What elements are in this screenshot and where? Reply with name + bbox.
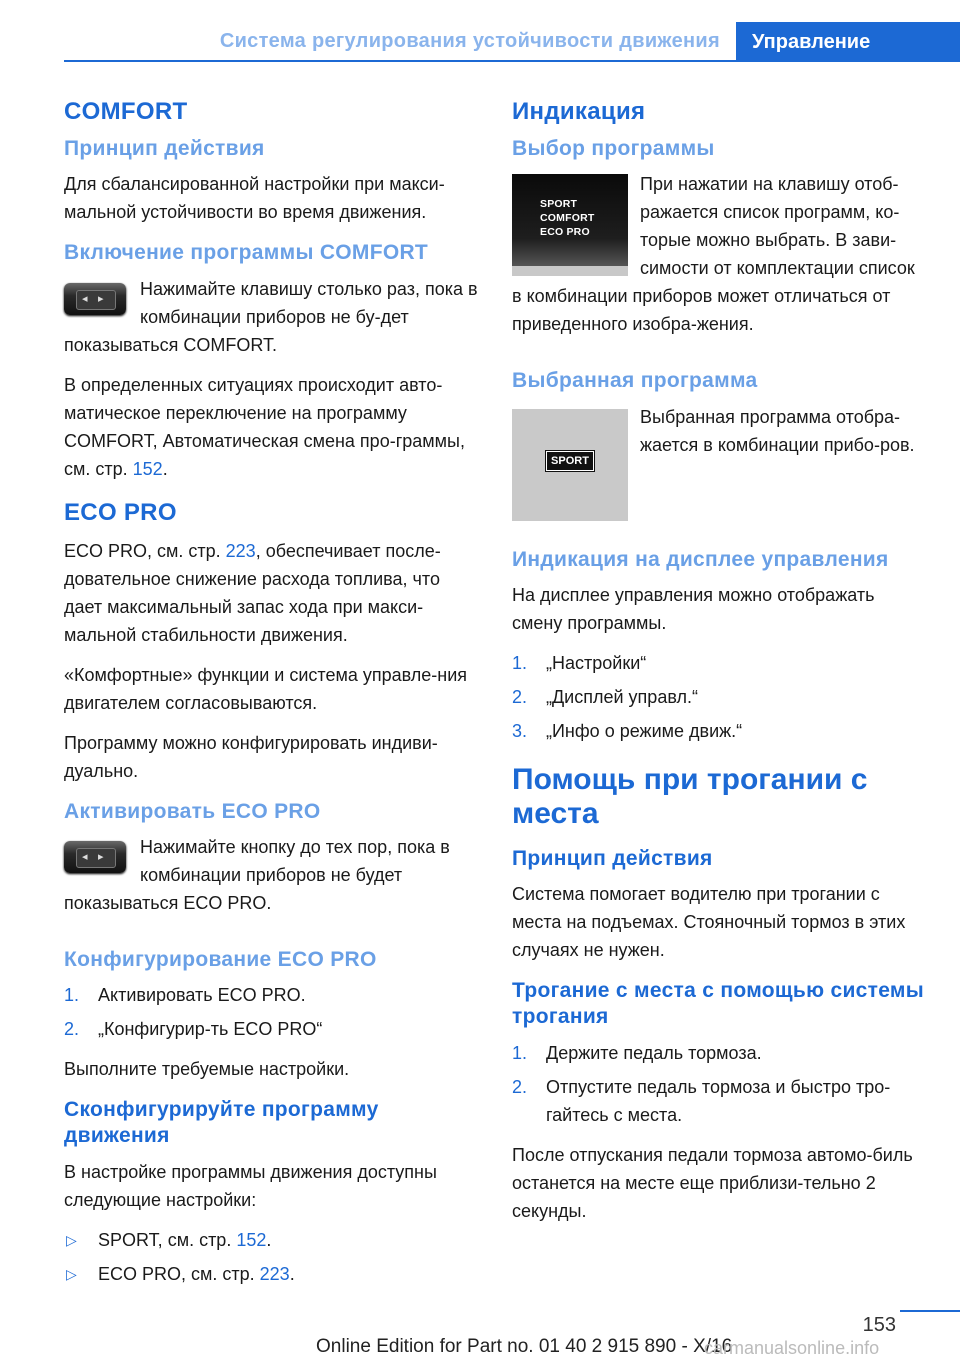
hill-start-heading: Помощь при трогании с места — [512, 762, 868, 831]
selected-program-text: Выбранная программа отобра-жается в комбинации прибо-ров. — [640, 406, 915, 455]
principle-text: Для сбалансированной настройки при макси-мальной устойчивости во время движения. — [64, 174, 445, 223]
page-link[interactable]: 223 — [259, 1263, 290, 1284]
hill-principle-text: Система помогает водителю при трогании с места на подъемах. Стояночный тормоз в этих случаях не нужен. — [512, 884, 906, 960]
list-item: 3. „Инфо о режиме движ.“ — [512, 720, 743, 741]
selected-program-block — [512, 403, 928, 527]
cid-text: На дисплее управления можно отображать смену программы. — [512, 584, 875, 633]
page-link[interactable]: 152 — [236, 1229, 267, 1250]
principle-heading: Принцип действия — [64, 137, 265, 160]
list-item: 1. Активировать ECO PRO. — [64, 985, 306, 1005]
drive-mode-switch-image: ◂ ▸ — [64, 283, 126, 315]
instrument-cluster-list-image: SPORT COMFORT ECO PRO — [512, 174, 628, 276]
hill-steps — [512, 1039, 928, 1129]
list-item: 2. „Конфигурир-ть ECO PRO“ — [64, 1019, 323, 1039]
drive-mode-switch-image: ◂ ▸ — [64, 841, 126, 873]
watermark: carmanualsonline.info — [704, 1338, 880, 1358]
header-section-title: Система регулирования устойчивости движения — [219, 30, 720, 52]
page-number: 153 — [862, 1314, 896, 1336]
eco-pro-config-note: Программу можно конфигурировать индиви-дуально. — [64, 732, 438, 781]
config-eco-heading: Конфигурирование ECO PRO — [64, 947, 377, 971]
comfort-heading: COMFORT — [64, 98, 188, 125]
enable-comfort-heading: Включение программы COMFORT — [64, 241, 429, 265]
list-item: ▷ ECO PRO, см. стр. 223. — [66, 1263, 295, 1284]
hill-after-text: После отпускания педали тормоза автомо-биль останется на месте еще приблизи-тельно 2 секунды. — [512, 1144, 913, 1221]
setup-program-text: В настройке программы движения доступны следующие настройки: — [64, 1161, 437, 1210]
auto-switch-text: В определенных ситуациях происходит авто-матическое переключение на программу COMFORT, Автоматическая смена про-граммы, см. стр. 152. — [64, 374, 465, 479]
activate-eco-heading: Активировать ECO PRO — [64, 799, 321, 823]
left-column — [64, 98, 480, 1300]
cid-heading: Индикация на дисплее управления — [512, 547, 889, 571]
page-header — [0, 0, 960, 62]
enable-comfort-text: Нажимайте клавишу столько раз, пока в комбинации приборов не бу-дет показываться COMFORT. — [64, 278, 478, 355]
config-after-text: Выполните требуемые настройки. — [64, 1059, 350, 1079]
edition-note: Online Edition for Part no. 01 40 2 915 890 - X/16 — [316, 1336, 733, 1357]
program-select-text: При нажатии на клавишу отоб-ражается список программ, ко-торые можно выбрать. В зави-симости от комплектации список в комбинации приборов может отличаться от приведенного изобра-жения. — [512, 174, 915, 335]
program-select-heading: Выбор программы — [512, 137, 715, 160]
hill-principle-heading: Принцип действия — [512, 846, 713, 870]
setup-program-heading: Сконфигурируйте программу движения — [64, 1098, 379, 1148]
list-item: 2. Отпустите педаль тормоза и быстро тро-гайтесь с места. — [512, 1076, 891, 1125]
selected-program-heading: Выбранная программа — [512, 369, 758, 393]
setup-items — [64, 1226, 480, 1288]
cid-steps — [512, 649, 928, 745]
list-item: 2. „Дисплей управл.“ — [512, 686, 698, 707]
program-select-block — [512, 170, 928, 350]
list-item: ▷ SPORT, см. стр. 152. — [66, 1229, 272, 1250]
eco-pro-comfort-text: «Комфортные» функции и система управле-ния двигателем согласовываются. — [64, 664, 468, 713]
hill-use-heading: Трогание с места с помощью системы трогания — [512, 979, 924, 1029]
selected-program-image — [512, 409, 628, 521]
header-rule — [64, 60, 960, 62]
page-footer — [0, 1290, 960, 1362]
eco-pro-heading: ECO PRO — [64, 498, 177, 526]
activate-eco-text: Нажимайте кнопку до тех пор, пока в комбинации приборов не будет показываться ECO PRO. — [64, 836, 450, 913]
page-link[interactable]: 223 — [225, 540, 256, 561]
indication-heading: Индикация — [512, 98, 646, 125]
activate-eco-block — [64, 833, 480, 929]
sport-badge: SPORT — [546, 451, 594, 471]
list-item: 1. Держите педаль тормоза. — [512, 1042, 762, 1063]
enable-comfort-block — [64, 275, 480, 371]
page-link[interactable]: 152 — [132, 458, 163, 479]
config-steps — [64, 981, 480, 1043]
right-column — [512, 98, 928, 1237]
footer-rule — [900, 1310, 960, 1312]
eco-pro-text: ECO PRO, см. стр. 223, обеспечивает после-довательное снижение расхода топлива, что дает максимальный запас хода при макси-мальной стабильности движения. — [64, 540, 441, 645]
list-item: 1. „Настройки“ — [512, 652, 647, 673]
header-chapter-tab: Управление — [736, 22, 960, 62]
